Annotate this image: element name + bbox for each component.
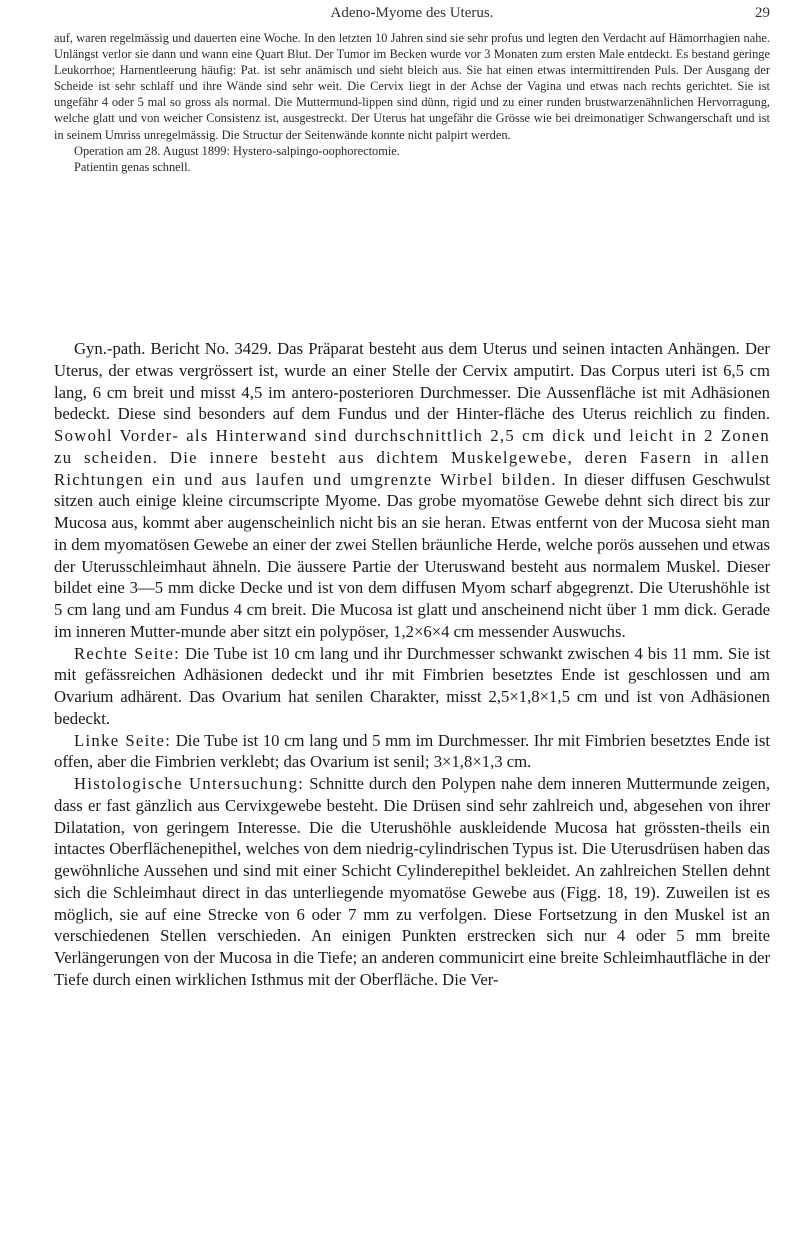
report-paragraph-right-side (54, 643, 770, 730)
case-history-text (54, 30, 770, 175)
report-paragraph-left-side (54, 730, 770, 774)
left-side-body: Die Tube ist 10 cm lang und 5 mm im Durchmesser. Ihr mit Fimbrien besetztes Ende ist offen, aber die Fimbrien verklebt; das Ovarium ist senil; 3×1,8×1,3 cm. (54, 730, 770, 772)
left-side-heading: Linke Seite: (74, 730, 172, 750)
histology-heading: Histologische Untersuchung: (74, 774, 305, 793)
pathology-report-text (54, 338, 770, 991)
report-paragraph-main (54, 338, 770, 643)
right-side-body: Die Tube ist 10 cm lang und ihr Durchmesser schwankt zwischen 4 bis 11 mm. Sie ist mit gefässreichen Adhäsionen dedeckt und ihr mit Fimbrien besetztes Ende ist geschlossen und am Ovarium adhärent. Das Ovarium hat senilen Charakter, misst 2,5×1,8×1,5 cm und ist von Adhäsionen bedeckt. (54, 643, 771, 728)
report-body-spaced: Sowohl Vorder- als Hinterwand sind durchschnittlich 2,5 cm dick und leicht in 2 Zonen zu scheiden. Die innere besteht aus dichtem Muskelgewebe, deren Fasern in allen Richtungen ein und aus laufen und umgrenzte Wirbel bilden. (54, 426, 770, 489)
operation-note: Operation am 28. August 1899: Hystero-salpingo-oophorectomie. (74, 143, 400, 158)
running-head (54, 3, 770, 23)
report-body: Das Präparat besteht aus dem Uterus und seinen intacten Anhängen. Der Uterus, der etwas vergrössert ist, wurde an einer Stelle der Cervix amputirt. Das Corpus uteri ist 6,5 cm lang, 6 cm breit und misst 4,5 im antero-posterioren Durchmesser. Die Aussenfläche ist mit Adhäsionen bedeckt. Diese sind besonders auf dem Fundus und der Hinter-fläche des Uterus reichlich zu finden. (54, 339, 770, 424)
page-number: 29 (755, 5, 770, 21)
outcome-note: Patientin genas schnell. (74, 159, 191, 174)
case-history-paragraph: auf, waren regelmässig und dauerten eine Woche. In den letzten 10 Jahren sind sie sehr profus und legten den Verdacht auf Hämorrhagien nahe. Unlängst verlor sie dann und wann eine Quart Blut. Der Tumor im Becken wurde vor 3 Monaten zum ersten Male entdeckt. Es bestand geringe Leukorrhoe; Harnentleerung häufig: Pat. ist sehr anämisch und sieht bleich aus. Sie hat einen etwas intermittirenden Puls. Der Ausgang der Scheide ist sehr schlaff und ihre Wände sind sehr weit. Die Cervix liegt in der Achse der Vagina und etwas nach rechts gerichtet. Sie ist ungefähr 4 oder 5 mal so gross als normal. Die Muttermund-lippen sind dünn, rigid und zu einer runden brustwarzenähnlichen Hervorragung, welche glatt und von weicher Consistenz ist, ausgestreckt. Der Uterus hat ungefähr die Grösse wie bei dreimonatiger Schwangerschaft und ist in seinem Umriss unregelmässig. Die Structur der Seitenwände konnte nicht palpirt werden. (54, 31, 770, 142)
histology-body: Schnitte durch den Polypen nahe dem inneren Muttermunde zeigen, dass er fast gänzlich aus Cervixgewebe besteht. Die Drüsen sind sehr zahlreich und, abgesehen von ihrer Dilatation, von geringem Interesse. Die die Uterushöhle auskleidende Mucosa hat grössten-theils ein intactes Oberflächenepithel, welches von dem niedrig-cylindrischen Typus ist. Die Uterusdrüsen haben das gewöhnliche Aussehen und sind mit einer Schicht Cylinderepithel bekleidet. An zahlreichen Stellen dehnt sich die Schleimhaut direct in das unterliegende myomatöse Gewebe aus (Figg. 18, 19). Zuweilen ist es möglich, sie auf eine Strecke von 6 oder 7 mm zu verfolgen. Diese Fortsetzung in den Muskel ist an verschiedenen Stellen verschieden. An einigen Punkten erstrecken sich nur 4 oder 5 mm breite Verlängerungen von der Mucosa in die Tiefe; an anderen communicirt eine breite Schleimhautfläche in der Tiefe durch einen wirklichen Isthmus mit der Oberfläche. Die Ver- (54, 774, 770, 989)
report-paragraph-histology (54, 773, 770, 991)
report-heading: Gyn.-path. Bericht No. 3429. (74, 339, 272, 358)
running-title: Adeno-Myome des Uterus. (330, 5, 494, 21)
report-body-tail: In dieser diffusen Geschwulst sitzen auch einige kleine circumscripte Myome. Das grobe myomatöse Gewebe dehnt sich direct bis zur Mucosa aus, kommt aber augenscheinlich nicht bis an sie heran. Etwas entfernt von der Mucosa sieht man in dem myomatösen Gewebe an einer der zwei Stellen bräunliche Herde, welche porös aussehen und etwas der Uterusschleimhaut ähneln. Die äussere Partie der Uteruswand besteht aus normalem Muskel. Dieser bildet eine 3—5 mm dicke Decke und ist von dem diffusen Myom scharf abgegrenzt. Die Uterushöhle ist 5 cm lang und am Fundus 4 cm breit. Die Mucosa ist glatt und anscheinend nicht über 1 mm dick. Gerade im inneren Mutter-munde aber sitzt ein polypöser, 1,2×6×4 cm messender Auswuchs. (54, 469, 770, 641)
right-side-heading: Rechte Seite: (74, 643, 181, 663)
